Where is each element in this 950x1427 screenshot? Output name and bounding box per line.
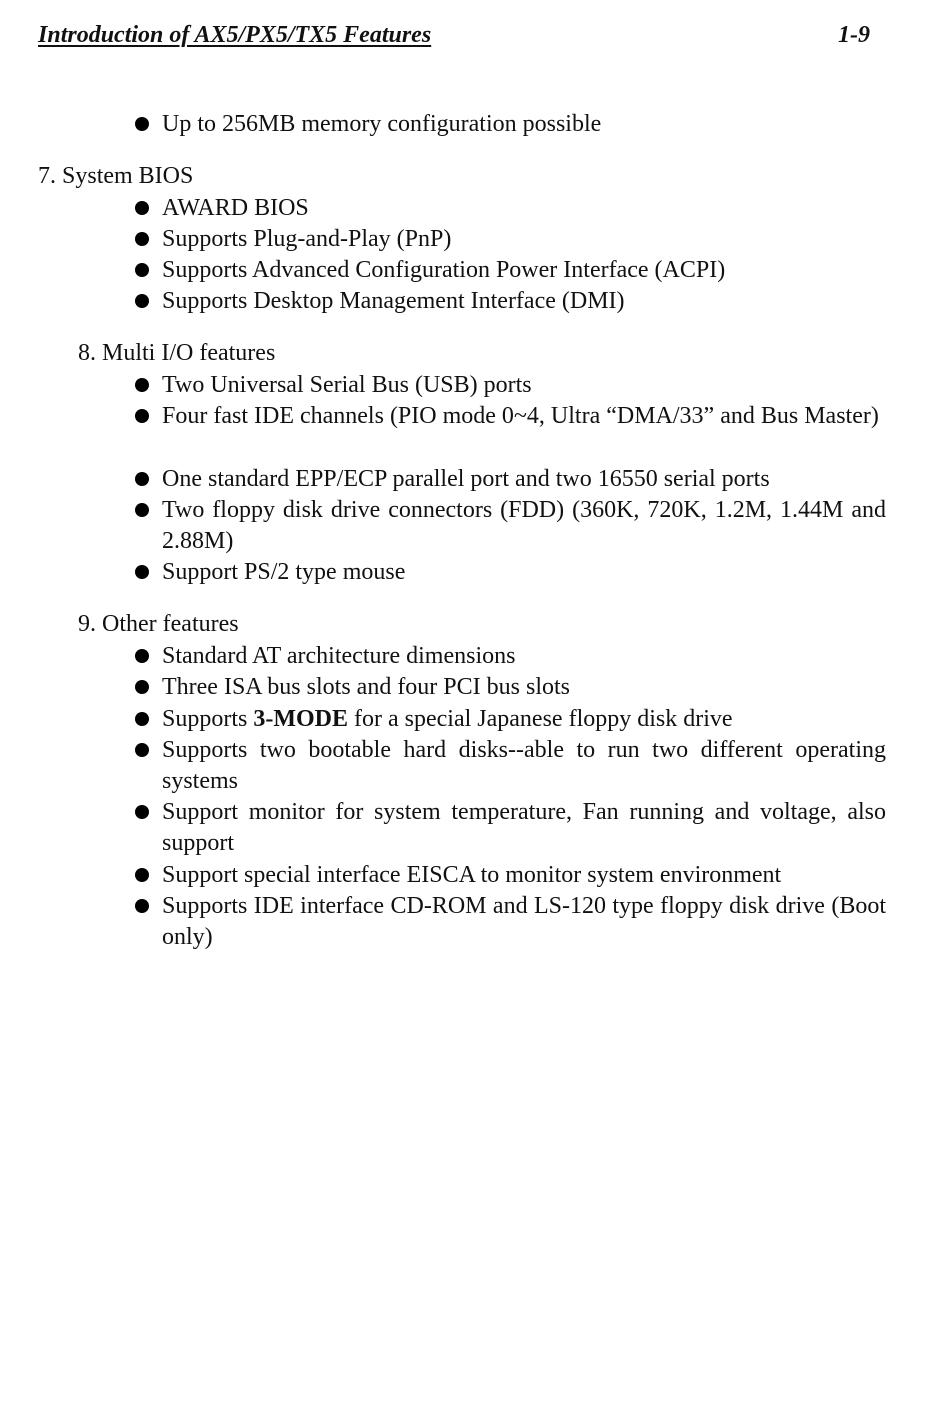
list-item: AWARD BIOS (162, 195, 309, 221)
bullet-icon (135, 868, 149, 882)
bullet-icon (135, 712, 149, 726)
bullet-icon (135, 294, 149, 308)
list-item: Support special interface EISCA to monitor system environment (162, 862, 782, 888)
bullet-icon (135, 201, 149, 215)
bullet-icon (135, 680, 149, 694)
section-heading-multi-io: 8. Multi I/O features (78, 340, 276, 366)
list-item: Standard AT architecture dimensions (162, 643, 516, 669)
list-item (162, 704, 886, 735)
bullet-icon (135, 899, 149, 913)
list-item: Supports IDE interface CD-ROM and LS-120 type floppy disk drive (Boot only) (162, 893, 886, 950)
list-item: Supports two bootable hard disks--able to run two different operating systems (162, 737, 886, 794)
page-number: 1-9 (838, 22, 870, 48)
list-item: One standard EPP/ECP parallel port and two 16550 serial ports (162, 466, 770, 492)
section-heading-other-features: 9. Other features (78, 611, 239, 637)
item-text-prefix: Supports (162, 706, 254, 732)
list-item: Four fast IDE channels (PIO mode 0~4, Ultra “DMA/33” and Bus Master) (162, 403, 879, 429)
list-item: Support monitor for system temperature, Fan running and voltage, also support (162, 799, 886, 856)
item-text-suffix: for a special Japanese floppy disk drive (348, 706, 733, 732)
bullet-icon (135, 649, 149, 663)
list-item: Supports Desktop Management Interface (DMI) (162, 288, 625, 314)
list-item: Up to 256MB memory configuration possible (162, 111, 602, 137)
bullet-icon (135, 378, 149, 392)
list-item: Two floppy disk drive connectors (FDD) (360K, 720K, 1.2M, 1.44M and 2.88M) (162, 497, 886, 554)
bullet-icon (135, 263, 149, 277)
bullet-icon (135, 117, 149, 131)
list-item: Two Universal Serial Bus (USB) ports (162, 372, 532, 398)
bullet-icon (135, 472, 149, 486)
list-item: Supports Advanced Configuration Power Interface (ACPI) (162, 257, 726, 283)
page-header (38, 22, 870, 58)
bullet-icon (135, 743, 149, 757)
bullet-icon (135, 503, 149, 517)
bullet-icon (135, 232, 149, 246)
bullet-icon (135, 409, 149, 423)
page-title: Introduction of AX5/PX5/TX5 Features (38, 22, 432, 48)
list-item: Three ISA bus slots and four PCI bus slots (162, 674, 570, 700)
list-item: Supports Plug-and-Play (PnP) (162, 226, 452, 252)
section-heading-system-bios: 7. System BIOS (38, 163, 194, 189)
item-text-bold: 3-MODE (253, 706, 349, 732)
bullet-icon (135, 565, 149, 579)
bullet-icon (135, 805, 149, 819)
list-item: Support PS/2 type mouse (162, 559, 406, 585)
